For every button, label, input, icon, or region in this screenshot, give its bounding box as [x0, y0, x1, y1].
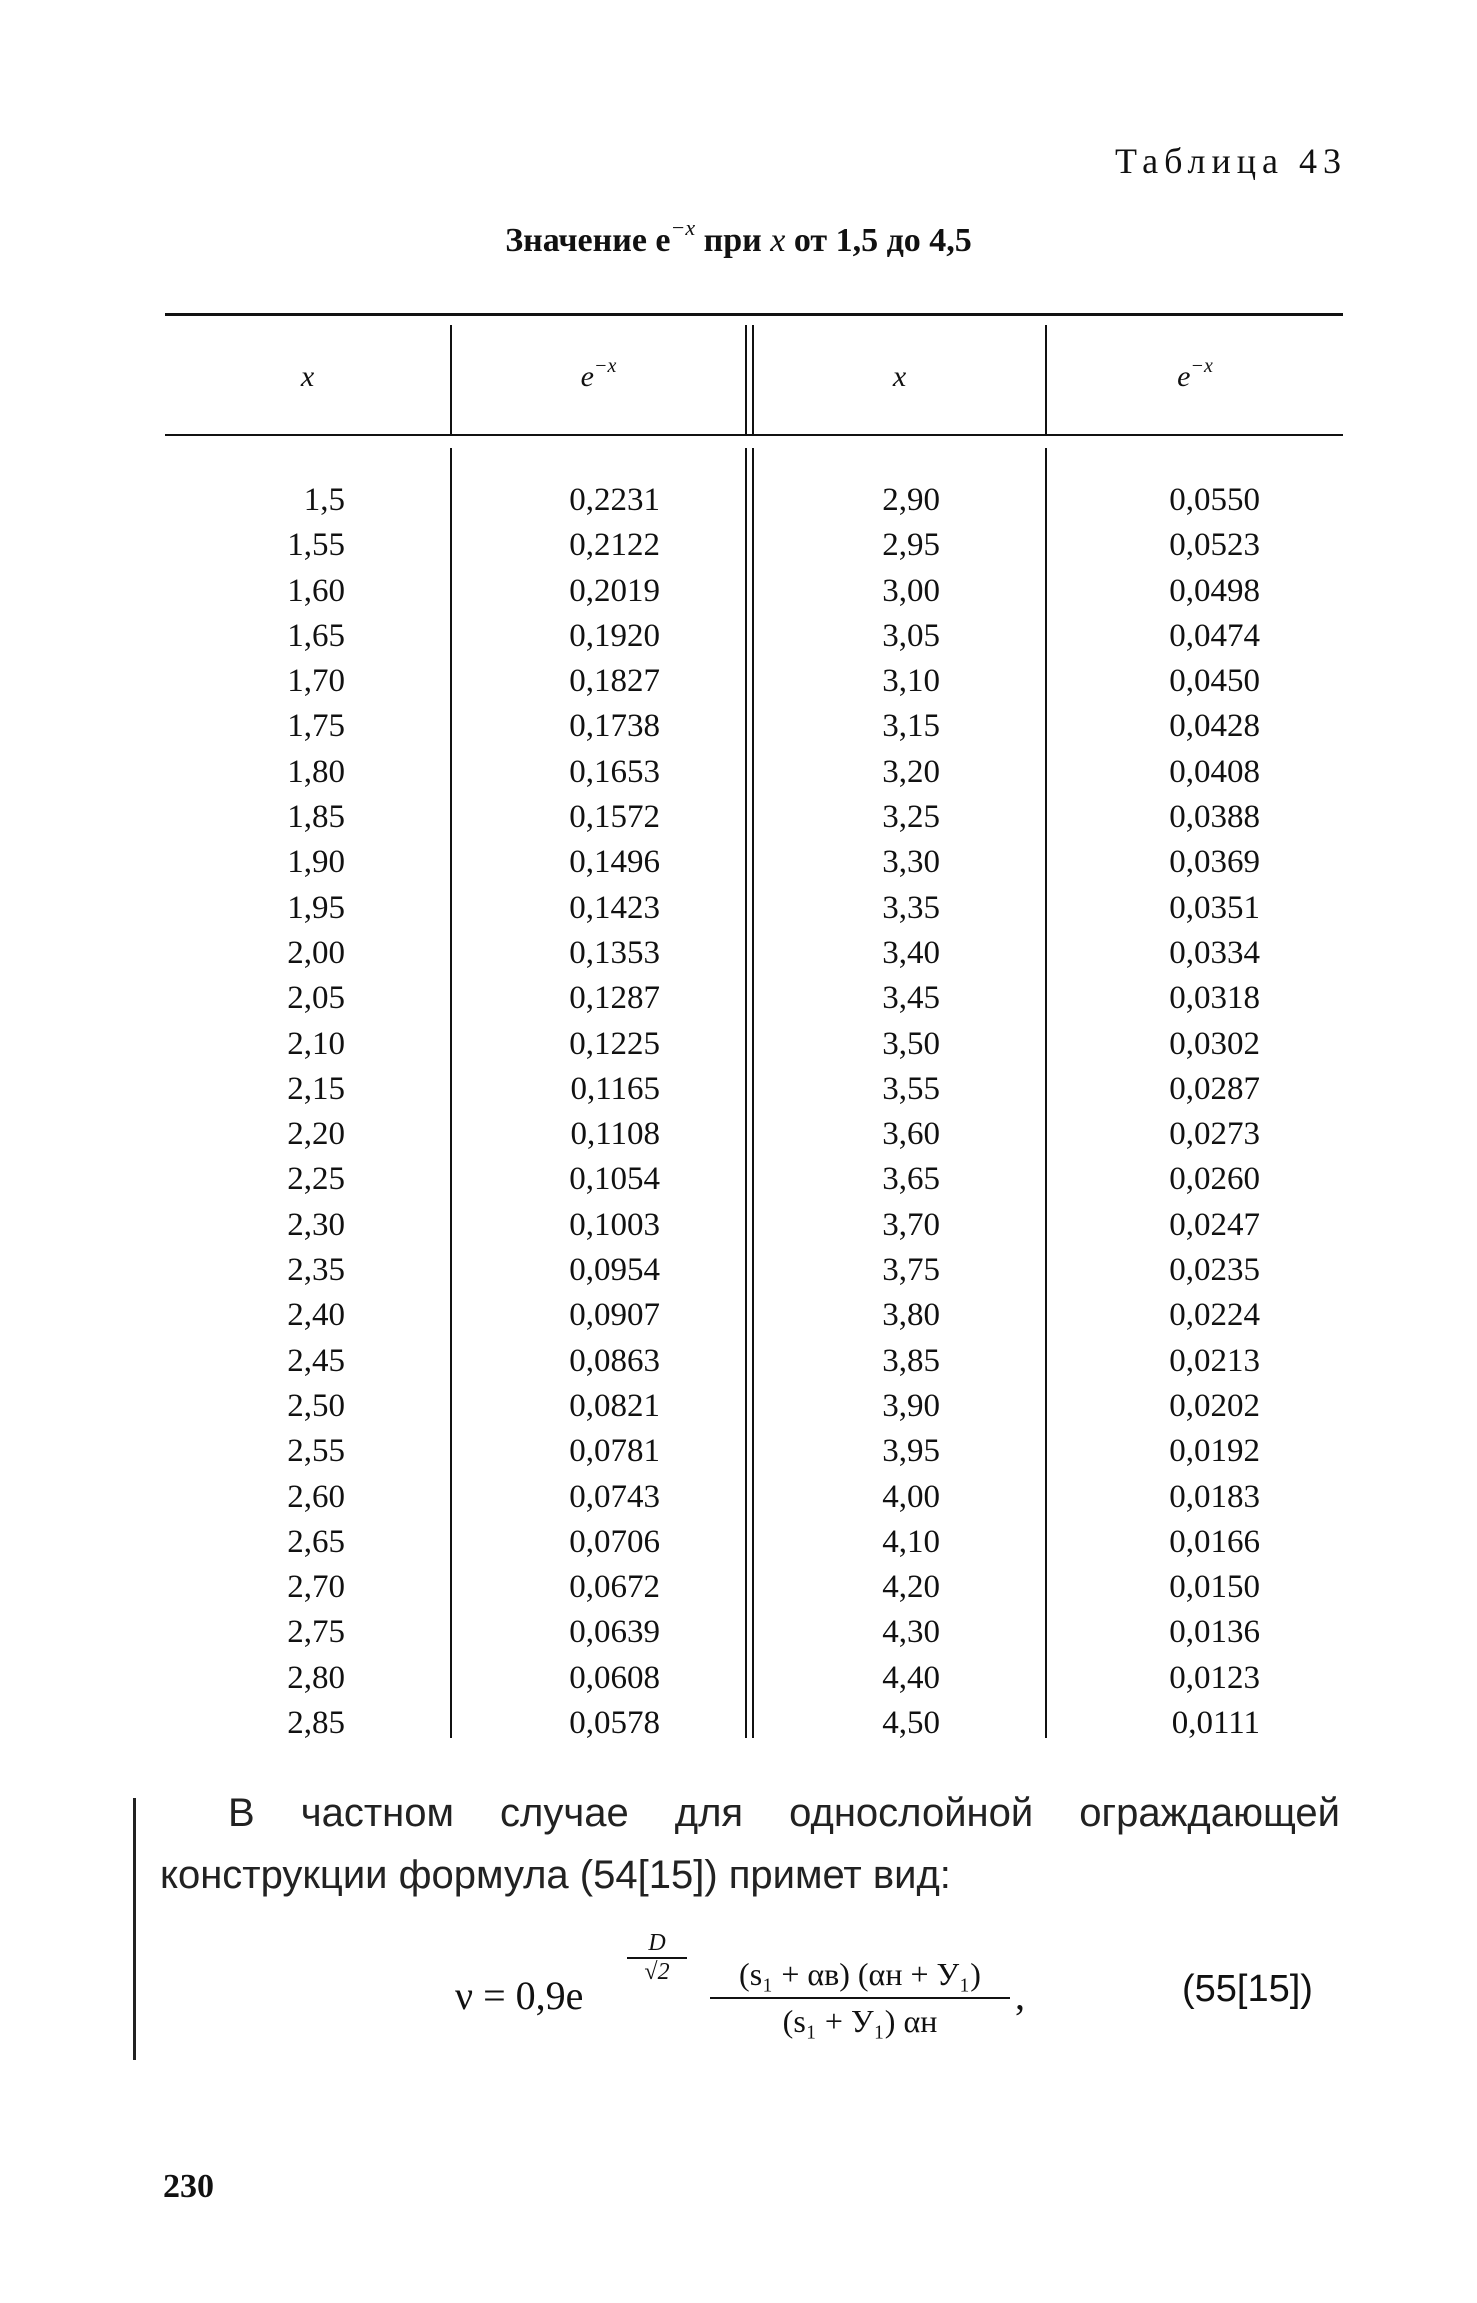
table-cell: 2,35	[287, 1252, 345, 1289]
table-cell: 0,0351	[1169, 889, 1260, 926]
table-cell: 0,0183	[1169, 1478, 1260, 1515]
table-cell: 0,0334	[1169, 934, 1260, 971]
table-cell: 1,55	[287, 527, 345, 564]
table-cell: 0,0136	[1169, 1614, 1260, 1651]
table-cell: 2,60	[287, 1478, 345, 1515]
table-cell: 0,0150	[1169, 1569, 1260, 1606]
body-paragraph	[160, 1782, 1340, 1906]
table-cell: 1,5	[303, 482, 345, 518]
table-cell: 0,0111	[1171, 1705, 1260, 1742]
table-cell: 0,2231	[569, 482, 660, 518]
equation-number: (55[15])	[1182, 1968, 1313, 2010]
table-cell: 2,85	[287, 1705, 345, 1742]
table-cell: 0,1165	[570, 1070, 660, 1107]
table-cell: 3,15	[882, 708, 940, 745]
table-cell: 3,95	[882, 1433, 940, 1470]
column-exp-2	[1130, 478, 1260, 1746]
table-cell: 0,0192	[1169, 1433, 1260, 1470]
table-cell: 2,95	[882, 527, 940, 564]
table-cell: 2,45	[287, 1342, 345, 1379]
table-cell: 3,30	[882, 844, 940, 881]
table-cell: 0,0639	[569, 1614, 660, 1651]
page-number: 230	[163, 2168, 214, 2205]
table-cell: 4,50	[882, 1705, 940, 1742]
table-cell: 0,0369	[1169, 844, 1260, 881]
table-cell: 0,0123	[1169, 1659, 1260, 1696]
table-cell: 0,1827	[569, 663, 660, 700]
table-cell: 0,1653	[569, 753, 660, 790]
table-cell: 1,65	[287, 617, 345, 654]
table-cell: 0,1920	[569, 617, 660, 654]
table-cell: 0,0247	[1169, 1206, 1260, 1243]
table-cell: 0,1287	[569, 980, 660, 1017]
table-cell: 0,0523	[1169, 527, 1260, 564]
table-cell: 0,0428	[1169, 708, 1260, 745]
table-cell: 0,0672	[569, 1569, 660, 1606]
header-exp: $e^{-x}$	[1177, 355, 1213, 393]
table-cell: 2,05	[287, 980, 345, 1017]
table-cell: 0,0706	[569, 1523, 660, 1560]
formula-exponent: D √2	[627, 1930, 687, 1986]
table-cell: 0,0498	[1169, 572, 1260, 609]
table-cell: 2,10	[287, 1025, 345, 1062]
table-cell: 3,80	[882, 1297, 940, 1334]
table-cell: 0,0388	[1169, 799, 1260, 836]
table-cell: 2,40	[287, 1297, 345, 1334]
table-cell: 0,0202	[1169, 1387, 1260, 1424]
table-cell: 2,65	[287, 1523, 345, 1560]
table-cell: 0,1496	[569, 844, 660, 881]
table-cell: 4,10	[882, 1523, 940, 1560]
table-cell: 2,15	[287, 1070, 345, 1107]
table-cell: 0,0260	[1169, 1161, 1260, 1198]
table-cell: 0,2019	[569, 572, 660, 609]
double-divider	[745, 325, 747, 435]
column-x-1	[240, 478, 345, 1746]
table-cell: 0,0863	[569, 1342, 660, 1379]
table-cell: 3,70	[882, 1206, 940, 1243]
table-cell: 4,00	[882, 1478, 940, 1515]
table-label: Таблица 43	[1115, 141, 1347, 181]
table-cell: 2,25	[287, 1161, 345, 1198]
table-cell: 3,60	[882, 1116, 940, 1153]
table-cell: 0,0302	[1169, 1025, 1260, 1062]
table-cell: 0,0224	[1169, 1297, 1260, 1334]
column-divider	[450, 448, 452, 1738]
table-cell: 0,0907	[569, 1297, 660, 1334]
header-x: x	[892, 360, 907, 393]
table-cell: 2,90	[882, 482, 940, 518]
formula-denominator: (s₁ + У₁) αн	[710, 1997, 1010, 2040]
table-cell: 0,1003	[569, 1206, 660, 1243]
table-cell: 3,75	[882, 1252, 940, 1289]
table-cell: 0,1225	[569, 1025, 660, 1062]
table-cell: 1,90	[287, 844, 345, 881]
formula-numerator: (s₁ + αв) (αн + У₁)	[739, 1956, 981, 1992]
table-cell: 1,95	[287, 889, 345, 926]
table-cell: 3,85	[882, 1342, 940, 1379]
table-cell: 3,40	[882, 934, 940, 971]
table-cell: 0,0608	[569, 1659, 660, 1696]
table-cell: 3,10	[882, 663, 940, 700]
table-cell: 2,00	[287, 934, 345, 971]
table-cell: 4,30	[882, 1614, 940, 1651]
table-cell: 1,70	[287, 663, 345, 700]
table-header-rule	[165, 434, 1343, 436]
column-x-2	[830, 478, 940, 1746]
column-exp-1	[530, 478, 660, 1746]
table-cell: 1,85	[287, 799, 345, 836]
table-cell: 2,30	[287, 1206, 345, 1243]
paragraph-line: В частном случае для однослойной ограждающей	[228, 1791, 1340, 1835]
table-cell: 0,0781	[569, 1433, 660, 1470]
table-cell: 2,50	[287, 1387, 345, 1424]
double-divider	[745, 448, 747, 1738]
table-cell: 0,1353	[569, 934, 660, 971]
paragraph-line: конструкции формула (54[15]) примет вид:	[160, 1853, 951, 1897]
table-cell: 0,0954	[569, 1252, 660, 1289]
formula-fraction	[710, 1956, 1010, 2040]
table-cell: 0,0550	[1169, 482, 1260, 518]
table-cell: 0,1572	[569, 799, 660, 836]
column-divider	[1045, 448, 1047, 1738]
table-cell: 1,60	[287, 572, 345, 609]
header-exp: $e^{-x}$	[580, 355, 617, 393]
table-cell: 0,0318	[1169, 980, 1260, 1017]
table-cell: 3,00	[882, 572, 940, 609]
table-cell: 0,0821	[569, 1387, 660, 1424]
table-top-rule	[165, 313, 1343, 316]
table-cell: 2,70	[287, 1569, 345, 1606]
table-cell: 0,0273	[1169, 1116, 1260, 1153]
formula: ν = 0,9e D √2 (s₁ + αв) (αн + У₁) (s₁ + У₁) αн ,	[455, 1930, 1025, 2039]
header-x: x	[300, 360, 315, 393]
table-cell: 3,65	[882, 1161, 940, 1198]
table-cell: 0,0235	[1169, 1252, 1260, 1289]
table-cell: 3,50	[882, 1025, 940, 1062]
table-cell: 3,55	[882, 1070, 940, 1107]
table-cell: 2,75	[287, 1614, 345, 1651]
table-cell: 0,0743	[569, 1478, 660, 1515]
table-cell: 0,0213	[1169, 1342, 1260, 1379]
table-cell: 3,05	[882, 617, 940, 654]
table-cell: 0,0450	[1169, 663, 1260, 700]
margin-bar	[133, 1798, 136, 2060]
table-cell: 0,2122	[569, 527, 660, 564]
table-cell: 3,25	[882, 799, 940, 836]
table-cell: 3,35	[882, 889, 940, 926]
table-cell: 4,20	[882, 1569, 940, 1606]
table-cell: 1,80	[287, 753, 345, 790]
table-cell: 0,0578	[569, 1705, 660, 1742]
double-divider	[752, 448, 754, 1738]
table-cell: 4,40	[882, 1659, 940, 1696]
table-cell: 1,75	[287, 708, 345, 745]
table-cell: 0,1423	[569, 889, 660, 926]
table-cell: 2,20	[287, 1116, 345, 1153]
table-cell: 3,20	[882, 753, 940, 790]
table-cell: 0,0408	[1169, 753, 1260, 790]
table-cell: 0,1108	[570, 1116, 660, 1153]
table-cell: 0,0474	[1169, 617, 1260, 654]
table-cell: 2,55	[287, 1433, 345, 1470]
table-cell: 0,1738	[569, 708, 660, 745]
table-cell: 2,80	[287, 1659, 345, 1696]
table-cell: 0,0287	[1169, 1070, 1260, 1107]
table-cell: 3,45	[882, 980, 940, 1017]
table-cell: 0,1054	[569, 1161, 660, 1198]
table-cell: 3,90	[882, 1387, 940, 1424]
table-title: Значение $e^{-x}$ при x от 1,5 до 4,5	[505, 215, 972, 259]
formula-lhs: ν = 0,9e	[455, 1973, 584, 2018]
table-cell: 0,0166	[1169, 1523, 1260, 1560]
